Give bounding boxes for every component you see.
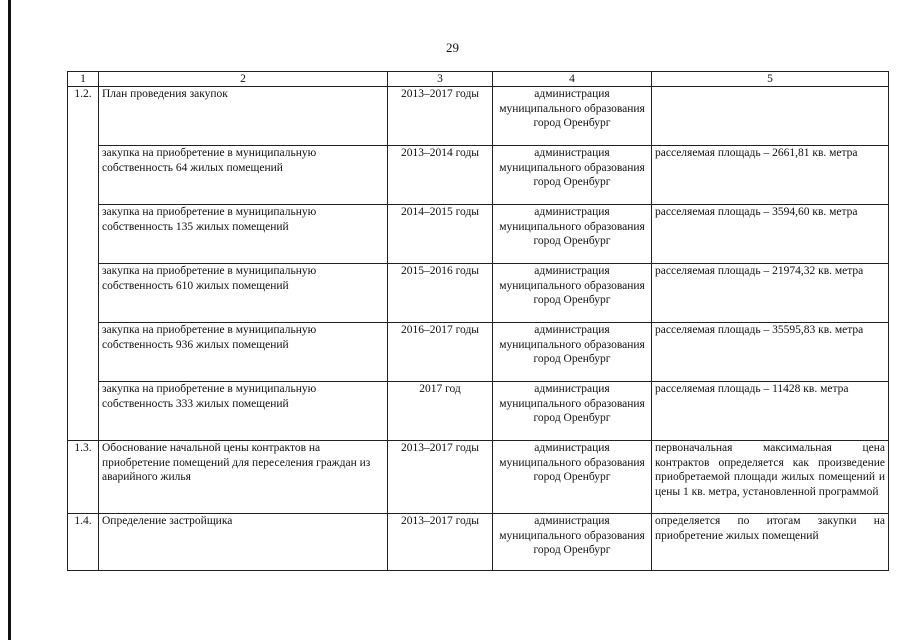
row-result: расселяемая площадь – 3594,60 кв. метра: [652, 205, 889, 264]
row-period: 2015–2016 годы: [388, 264, 493, 323]
row-number: [68, 205, 99, 264]
page-number: 29: [446, 40, 459, 55]
header-col-5: 5: [652, 72, 889, 87]
left-margin-rule: [8, 0, 11, 640]
row-period: 2013–2017 годы: [388, 87, 493, 146]
row-period: 2014–2015 годы: [388, 205, 493, 264]
table-row: [68, 514, 889, 571]
table-row: [68, 441, 889, 514]
row-number: [68, 382, 99, 441]
table-row: [68, 146, 889, 205]
row-result: расселяемая площадь – 11428 кв. метра: [652, 382, 889, 441]
row-period: 2016–2017 годы: [388, 323, 493, 382]
row-name: закупка на приобретение в муниципальную собственность 135 жилых помещений: [99, 205, 388, 264]
header-col-4: 4: [493, 72, 652, 87]
row-name: Определение застройщика: [99, 514, 388, 571]
header-col-2: 2: [99, 72, 388, 87]
row-number: [68, 264, 99, 323]
table-header-row: [68, 72, 889, 87]
program-table: [67, 71, 889, 571]
row-executor: администрация муниципального образования город Оренбург: [493, 205, 652, 264]
row-result: расселяемая площадь – 2661,81 кв. метра: [652, 146, 889, 205]
row-result: расселяемая площадь – 35595,83 кв. метра: [652, 323, 889, 382]
row-executor: администрация муниципального образования город Оренбург: [493, 382, 652, 441]
row-executor: администрация муниципального образования город Оренбург: [493, 323, 652, 382]
row-result: [652, 87, 889, 146]
row-name: закупка на приобретение в муниципальную собственность 936 жилых помещений: [99, 323, 388, 382]
row-name: закупка на приобретение в муниципальную собственность 64 жилых помещений: [99, 146, 388, 205]
table-row: [68, 264, 889, 323]
table-row: [68, 323, 889, 382]
table-row: [68, 382, 889, 441]
row-executor: администрация муниципального образования город Оренбург: [493, 441, 652, 514]
row-name: закупка на приобретение в муниципальную собственность 333 жилых помещений: [99, 382, 388, 441]
row-period: 2013–2017 годы: [388, 441, 493, 514]
row-executor: администрация муниципального образования город Оренбург: [493, 514, 652, 571]
table-row: [68, 205, 889, 264]
table-row: [68, 87, 889, 146]
row-result: определяется по итогам закупки на приобретение жилых помещений: [652, 514, 889, 571]
header-col-3: 3: [388, 72, 493, 87]
row-number: [68, 146, 99, 205]
row-executor: администрация муниципального образования город Оренбург: [493, 264, 652, 323]
row-executor: администрация муниципального образования город Оренбург: [493, 87, 652, 146]
row-number: [68, 323, 99, 382]
row-number: 1.4.: [68, 514, 99, 571]
row-name: Обоснование начальной цены контрактов на приобретение помещений для переселения граждан из аварийного жилья: [99, 441, 388, 514]
row-name: закупка на приобретение в муниципальную собственность 610 жилых помещений: [99, 264, 388, 323]
row-name: План проведения закупок: [99, 87, 388, 146]
row-number: 1.2.: [68, 87, 99, 146]
row-number: 1.3.: [68, 441, 99, 514]
row-period: 2013–2014 годы: [388, 146, 493, 205]
row-result: расселяемая площадь – 21974,32 кв. метра: [652, 264, 889, 323]
row-period: 2013–2017 годы: [388, 514, 493, 571]
header-col-1: 1: [68, 72, 99, 87]
row-executor: администрация муниципального образования город Оренбург: [493, 146, 652, 205]
row-result: первоначальная максимальная цена контрактов определяется как произведение приобретаемой площади жилых помещений и цены 1 кв. метра, установленной программой: [652, 441, 889, 514]
row-period: 2017 год: [388, 382, 493, 441]
